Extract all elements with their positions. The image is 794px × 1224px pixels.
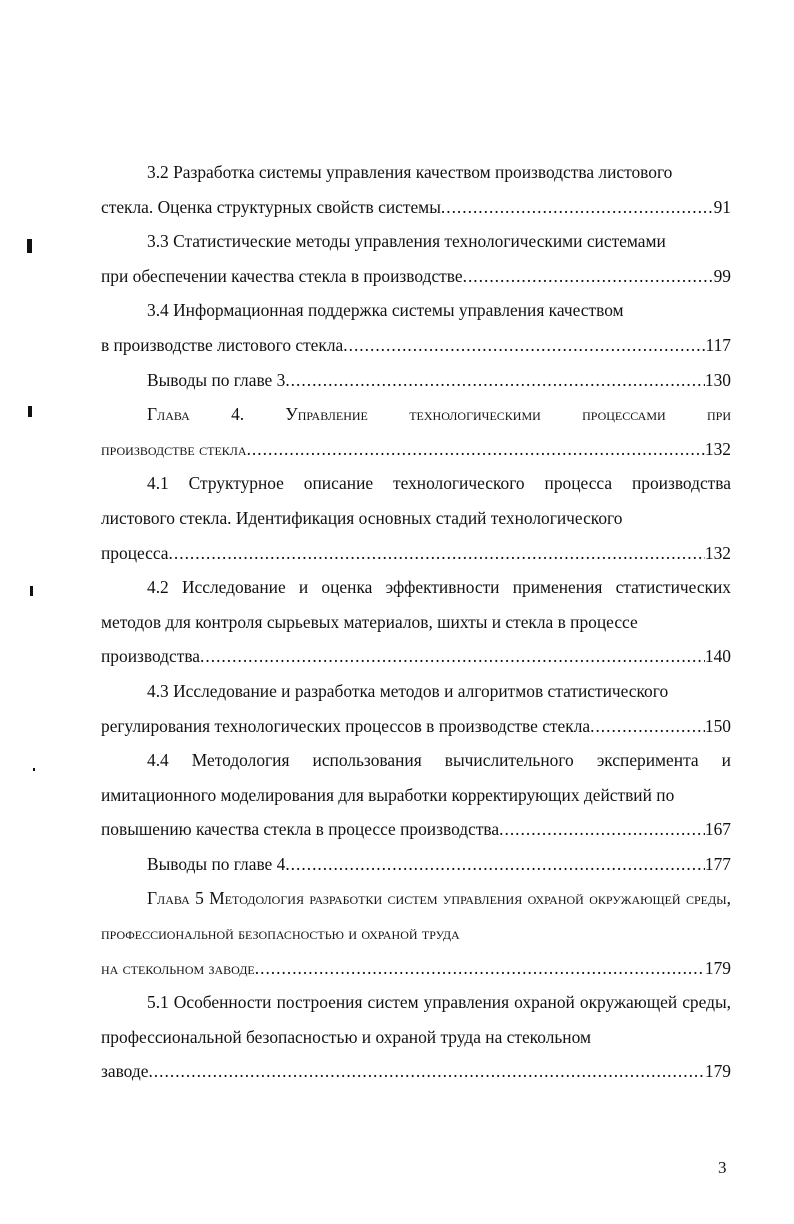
dot-leader bbox=[247, 432, 705, 467]
scan-mark bbox=[27, 239, 32, 253]
dot-leader bbox=[590, 709, 705, 744]
toc-entry-title-end: стекла. Оценка структурных свойств системы bbox=[101, 196, 441, 217]
dot-leader bbox=[285, 847, 705, 882]
toc-page-number: 99 bbox=[713, 265, 731, 286]
toc-entry-title: 3.3 Статистические методы управления технологическими системами bbox=[147, 231, 666, 252]
toc-entry-leader-line bbox=[101, 847, 731, 882]
toc-entry-chapter-4 bbox=[101, 397, 731, 466]
toc-entry-leader-line bbox=[101, 190, 731, 225]
toc-entry-title-end: Выводы по главе 4 bbox=[147, 853, 286, 874]
toc-entry-3-3 bbox=[101, 224, 731, 293]
toc-entry-title-end: в производстве листового стекла bbox=[101, 334, 344, 355]
toc-entry-leader-line bbox=[101, 639, 731, 674]
toc-entry-title: Глава 5 Методология разработки систем управления охраной окружающей среды, профессиональной безопасностью и охраной труда bbox=[101, 888, 731, 944]
toc-entry-4-3 bbox=[101, 674, 731, 743]
toc-entry-title-end: процесса bbox=[101, 542, 169, 563]
toc-entry-4-2 bbox=[101, 570, 731, 674]
toc-entry-3-2 bbox=[101, 155, 731, 224]
toc-page-number: 91 bbox=[713, 196, 731, 217]
toc-entry-leader-line bbox=[101, 259, 731, 294]
dot-leader bbox=[255, 951, 705, 986]
toc-entry-leader-line bbox=[101, 432, 731, 467]
toc-entry-title: 5.1 Особенности построения систем управления охраной окружающей среды, профессиональной безопасностью и охраной труда на стекольном bbox=[101, 992, 731, 1047]
toc-page-number: 167 bbox=[704, 819, 731, 840]
toc-page-number: 179 bbox=[704, 1061, 731, 1082]
toc-entry-title: 4.1 Структурное описание технологического процесса производства листового стекла. Идентификация основных стадий технологического bbox=[101, 473, 731, 528]
dot-leader bbox=[169, 536, 705, 571]
toc-entry-title-end: производства bbox=[101, 646, 201, 667]
toc-page-number: 140 bbox=[704, 646, 731, 667]
toc-entry-title-end: Выводы по главе 3 bbox=[147, 369, 286, 390]
toc-entry-leader-line bbox=[101, 812, 731, 847]
toc-entry-title: 4.3 Исследование и разработка методов и алгоритмов статистического bbox=[147, 680, 669, 701]
toc-page-number: 117 bbox=[705, 334, 731, 355]
toc-entry-title-end: регулирования технологических процессов в производстве стекла bbox=[101, 715, 591, 736]
toc-entry-leader-line bbox=[101, 1054, 731, 1089]
scan-mark bbox=[30, 586, 33, 596]
dot-leader bbox=[200, 639, 705, 674]
toc-entry-leader-line bbox=[101, 328, 731, 363]
toc-entry-title-end: повышению качества стекла в процессе производства bbox=[101, 819, 500, 840]
toc-entry-title: Глава 4. Управление технологическими процессами при bbox=[147, 404, 731, 425]
toc-entry-conclusions-4 bbox=[101, 847, 731, 882]
toc-page-number: 132 bbox=[704, 542, 731, 563]
scan-mark bbox=[33, 768, 35, 771]
toc-entry-leader-line bbox=[101, 536, 731, 571]
dot-leader bbox=[499, 812, 705, 847]
toc-entry-title-end: при обеспечении качества стекла в производстве bbox=[101, 265, 463, 286]
toc-page-number: 179 bbox=[704, 957, 731, 978]
toc-page-number: 150 bbox=[704, 715, 731, 736]
toc-entry-4-4 bbox=[101, 743, 731, 847]
dot-leader bbox=[285, 363, 705, 398]
dot-leader bbox=[463, 259, 714, 294]
toc-entry-title: 3.4 Информационная поддержка системы управления качеством bbox=[147, 300, 624, 321]
toc-entry-conclusions-3 bbox=[101, 363, 731, 398]
toc-entry-5-1 bbox=[101, 985, 731, 1089]
toc-entry-title-end: заводе bbox=[101, 1061, 149, 1082]
toc-entry-4-1 bbox=[101, 466, 731, 570]
toc-entry-chapter-5 bbox=[101, 881, 731, 985]
toc-entry-title: 4.4 Методология использования вычислительного эксперимента и имитационного моделирования для выработки корректирующих действий по bbox=[101, 750, 731, 805]
scan-mark bbox=[28, 406, 32, 417]
toc-entry-title: 3.2 Разработка системы управления качеством производства листового bbox=[147, 162, 673, 182]
dot-leader bbox=[148, 1054, 704, 1089]
page-number: 3 bbox=[718, 1158, 727, 1177]
toc-page-number: 132 bbox=[704, 438, 731, 459]
toc-entry-title-end: на стекольном заводе bbox=[101, 957, 255, 978]
toc-entry-title-end: производстве стекла bbox=[101, 438, 247, 459]
toc-entry-leader-line bbox=[101, 951, 731, 986]
toc-page-number: 177 bbox=[704, 853, 731, 874]
dot-leader bbox=[441, 190, 714, 225]
toc-page-number: 130 bbox=[704, 369, 731, 390]
table-of-contents bbox=[101, 155, 731, 1089]
toc-entry-3-4 bbox=[101, 293, 731, 362]
toc-entry-leader-line bbox=[101, 363, 731, 398]
dot-leader bbox=[343, 328, 705, 363]
toc-entry-leader-line bbox=[101, 709, 731, 744]
toc-entry-title: 4.2 Исследование и оценка эффективности применения статистических методов для контроля сырьевых материалов, шихты и стекла в процессе bbox=[101, 577, 731, 632]
